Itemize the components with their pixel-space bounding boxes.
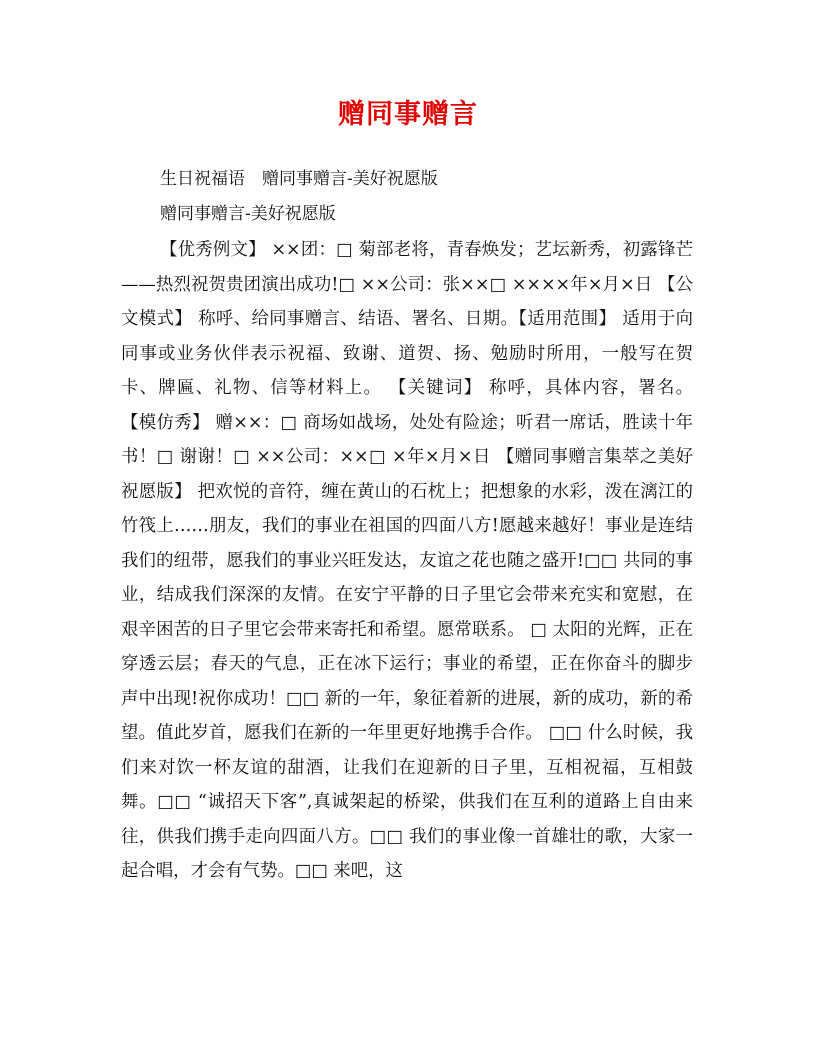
page-title: 赠同事赠言 <box>338 99 478 130</box>
subtitle-line-1: 生日祝福语 赠同事赠言-美好祝愿版 <box>160 169 438 189</box>
subtitle-line-2: 赠同事赠言-美好祝愿版 <box>160 204 336 224</box>
body-paragraph: 【优秀例文】 ××团：□ 菊部老将，青春焕发；艺坛新秀，初露锋芒——热烈祝贺贵团演出成功!□ ××公司：张××□ ××××年×月×日 【公文模式】 称呼、给同事赠言、结语、署名、日期。【适用范围】 适用于向同事或业务伙伴表示祝福、致谢、道贺、扬、勉励时所用，一般写在贺卡、牌匾、礼物、信等材料上。 【关键词】 称呼，具体内容，署名。 【模仿秀】 赠××：□ 商场如战场，处处有险途；听君一席话，胜读十年书！□ 谢谢！□ ××公司：××□ ×年×月×日 【赠同事赠言集萃之美好祝愿版】 把欢悦的音符，缠在黄山的石枕上；把想象的水彩，泼在漓江的竹筏上……朋友，我们的事业在祖国的四面八方!愿越来越好！事业是连结我们的纽带，愿我们的事业兴旺发达，友谊之花也随之盛开!□□ 共同的事业，结成我们深深的友情。在安宁平静的日子里它会带来充实和宽慰，在艰辛困苦的日子里它会带来寄托和希望。愿常联系。 □ 太阳的光辉，正在穿透云层；春天的气息，正在冰下运行；事业的希望，正在你奋斗的脚步声中出现!祝你成功！□□ 新的一年，象征着新的进展，新的成功，新的希望。值此岁首，愿我们在新的一年里更好地携手合作。 □□ 什么时候，我们来对饮一杯友谊的甜酒，让我们在迎新的日子里，互相祝福，互相鼓舞。□□ “诚招天下客”,真诚架起的桥梁，供我们在互利的道路上自由来往，供我们携手走向四面八方。□□ 我们的事业像一首雄壮的歌，大家一起合唱，才会有气势。□□ 来吧，这 <box>121 240 693 881</box>
